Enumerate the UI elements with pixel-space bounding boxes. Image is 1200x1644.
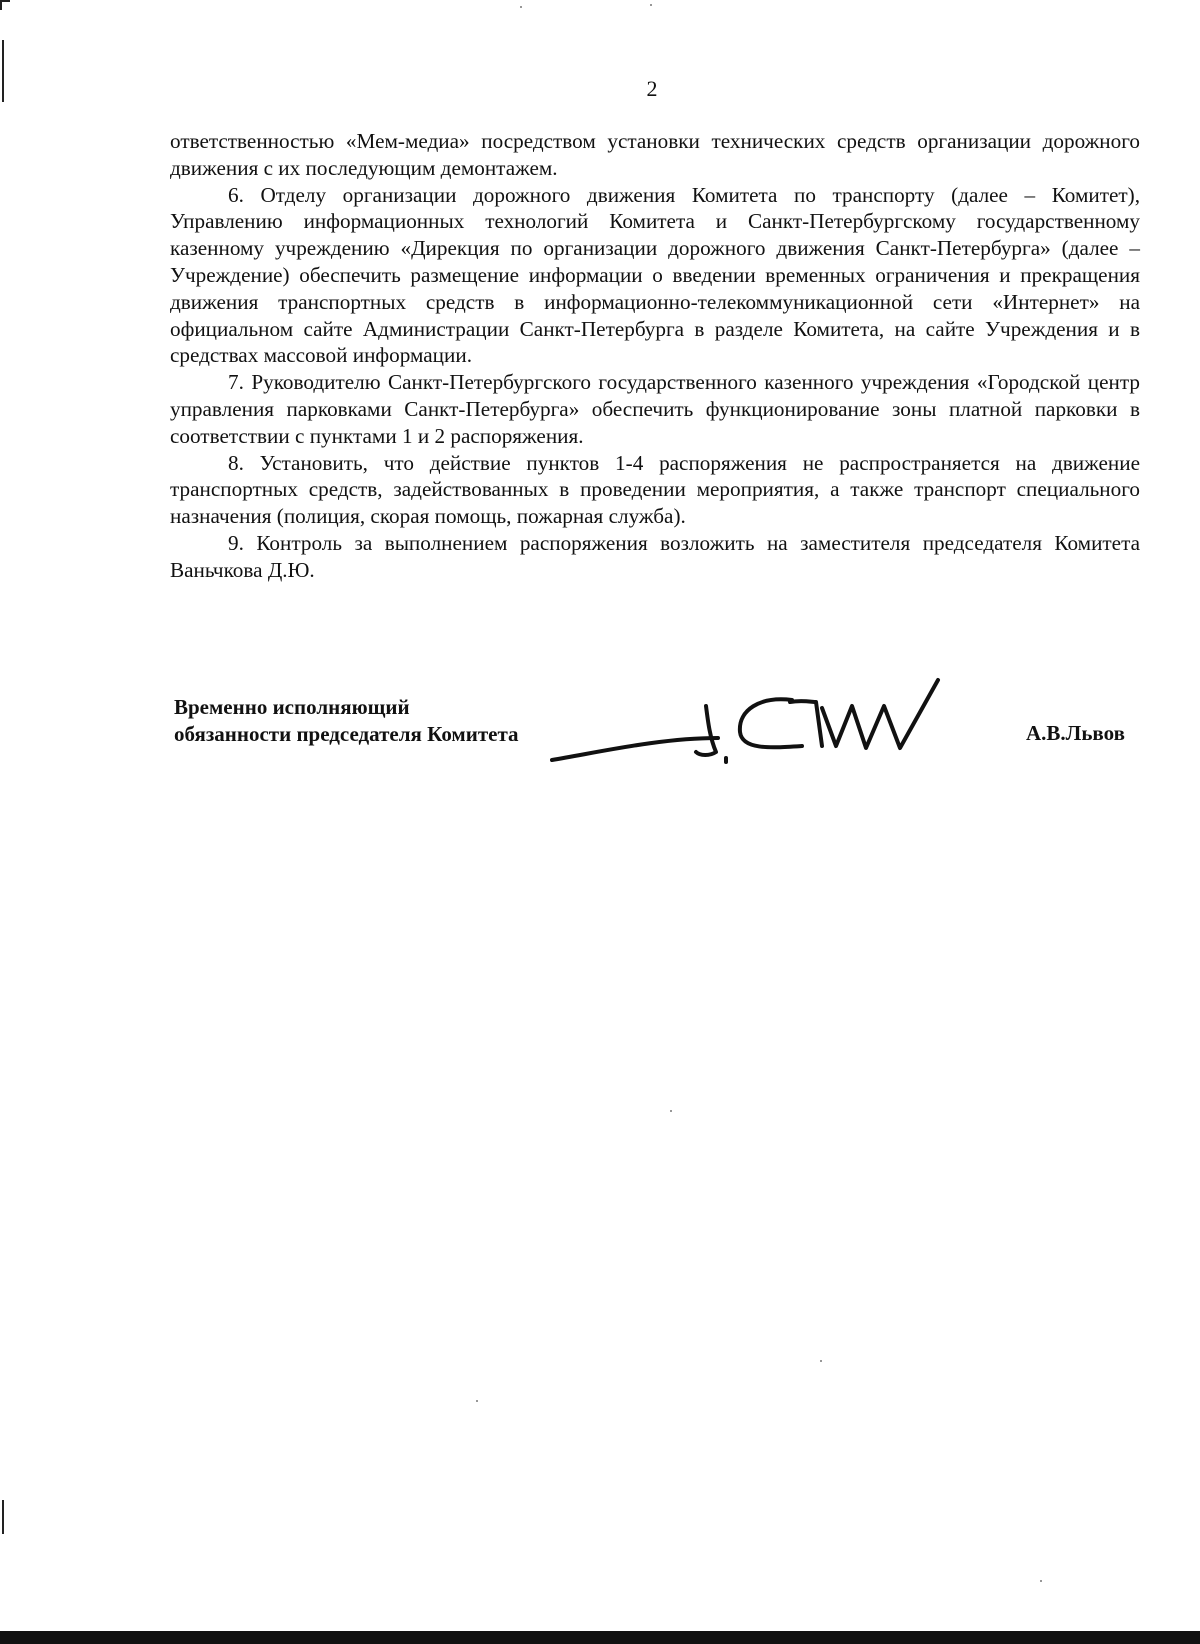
signatory-title	[174, 694, 519, 748]
page-number: 2	[646, 76, 658, 101]
scan-speck	[670, 1110, 672, 1112]
paragraph-item-6: 6. Отделу организации дорожного движения Комитета по транспорту (далее – Комитет), Управлению информационных технологий Комитета и Санкт-Петербургскому государственному казенному учреждению «Дирекция по организации дорожного движения Санкт-Петербурга» (далее – Учреждение) обеспечить размещение информации о введении временных ограничения и прекращения движения транспортных средств в информационно-телекоммуникационной сети «Интернет» на официальном сайте Администрации Санкт-Петербурга в разделе Комитета, на сайте Учреждения и в средствах массовой информации.	[170, 182, 1140, 368]
scan-bottom-edge	[0, 1631, 1200, 1644]
scan-corner-mark	[0, 0, 10, 10]
scan-speck	[820, 1360, 822, 1362]
document-body	[170, 128, 1140, 584]
signatory-title-line-1: Временно исполняющий	[174, 695, 410, 719]
scan-speck	[476, 1400, 478, 1402]
scan-edge-mark	[2, 1500, 4, 1534]
signatory-title-line-2: обязанности председателя Комитета	[174, 722, 519, 746]
handwritten-signature	[540, 672, 1040, 782]
scan-speck	[650, 4, 652, 6]
signer-name: А.В.Львов	[1026, 721, 1125, 745]
paragraph-item-7: 7. Руководителю Санкт-Петербургского государственного казенного учреждения «Городской центр управления парковками Санкт-Петербурга» обеспечить функционирование зоны платной парковки в соответствии с пунктами 1 и 2 распоряжения.	[170, 370, 1140, 448]
paragraph-continuation: ответственностью «Мем-медиа» посредством установки технических средств организации дорожного движения с их последующим демонтажем.	[170, 129, 1140, 180]
paragraph-item-9: 9. Контроль за выполнением распоряжения возложить на заместителя председателя Комитета Ваньчкова Д.Ю.	[170, 530, 1140, 582]
scan-speck	[1040, 1580, 1042, 1582]
paragraph-item-8: 8. Установить, что действие пунктов 1-4 распоряжения не распространяется на движение транспортных средств, задействованных в проведении мероприятия, а также транспорт специального назначения (полиция, скорая помощь, пожарная служба).	[170, 450, 1140, 529]
scan-speck	[520, 6, 522, 8]
